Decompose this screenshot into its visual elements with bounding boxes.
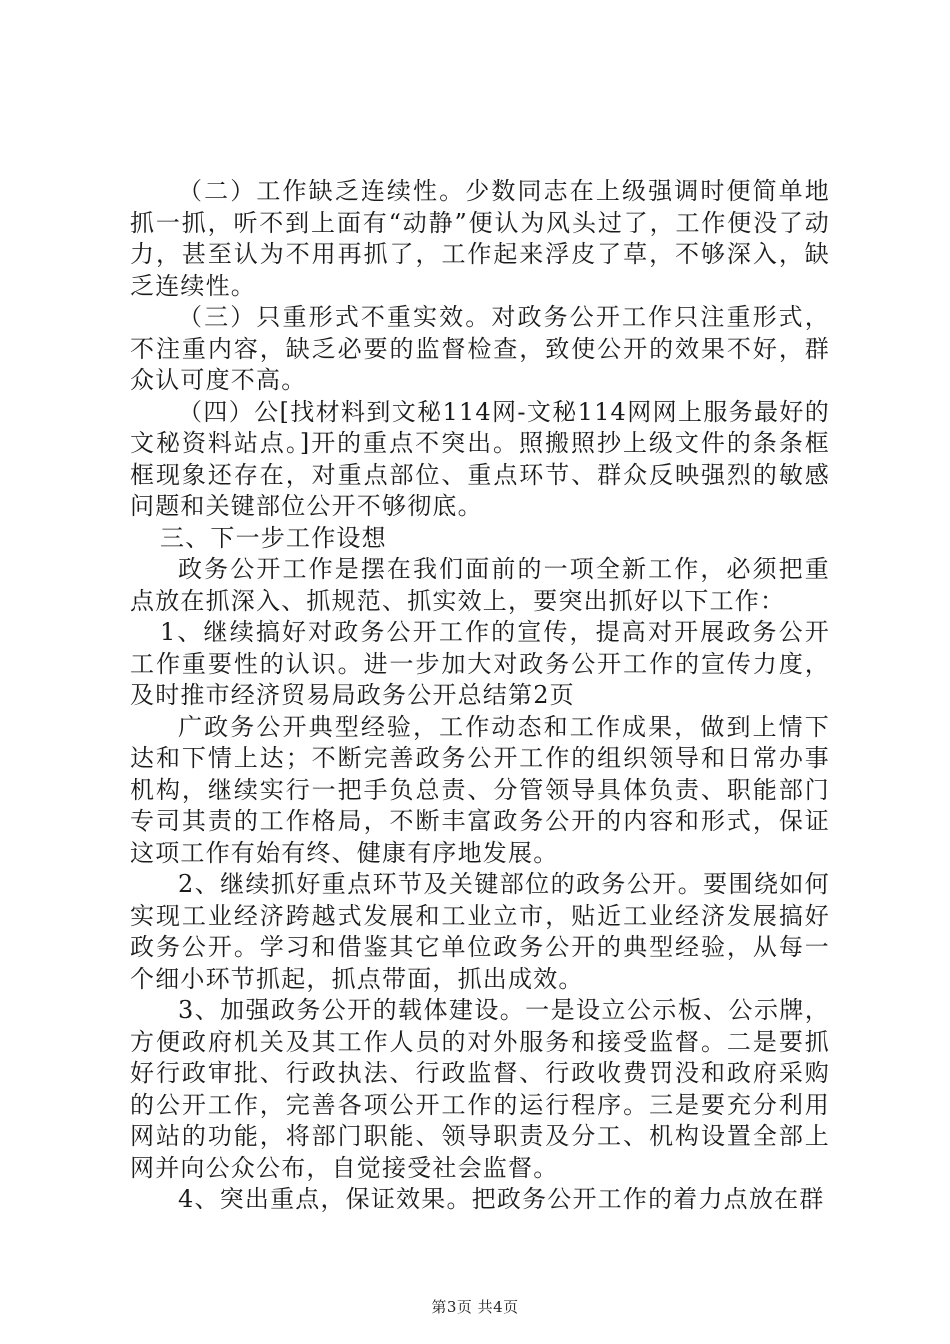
paragraph-item-2: 2、继续抓好重点环节及关键部位的政务公开。要围绕如何实现工业经济跨越式发展和工业立市，贴近工业经济发展搞好政务公开。学习和借鉴其它单位政务公开的典型经验，从每一个细小环节抓起，抓点带面，抓出成效。 bbox=[130, 870, 830, 993]
page-number-footer: 第3页 共4页 bbox=[431, 1298, 519, 1316]
section-heading-next-steps: 三、下一步工作设想 bbox=[160, 523, 387, 552]
paragraph-item-4: 4、突出重点，保证效果。把政务公开工作的着力点放在群 bbox=[178, 1185, 825, 1213]
paragraph-problem-2: （二）工作缺乏连续性。少数同志在上级强调时便简单地抓一抓，听不到上面有“动静”便认为风头过了，工作便没了动力，甚至认为不用再抓了，工作起来浮皮了草，不够深入，缺乏连续性。 bbox=[130, 177, 830, 300]
paragraph-problem-3: （三）只重形式不重实效。对政务公开工作只注重形式，不注重内容，缺乏必要的监督检查，致使公开的效果不好，群众认可度不高。 bbox=[130, 303, 830, 394]
document-body bbox=[130, 176, 830, 1216]
paragraph-item-3: 3、加强政务公开的载体建设。一是设立公示板、公示牌，方便政府机关及其工作人员的对外服务和接受监督。二是要抓好行政审批、行政执法、行政监督、行政收费罚没和政府采购的公开工作，完善各项公开工作的运行程序。三是要充分利用网站的功能，将部门职能、领导职责及分工、机构设置全部上网并向公众公布，自觉接受社会监督。 bbox=[130, 996, 830, 1182]
paragraph-intro: 政务公开工作是摆在我们面前的一项全新工作，必须把重点放在抓深入、抓规范、抓实效上，要突出抓好以下工作： bbox=[130, 555, 830, 615]
paragraph-item-1-continued: 广政务公开典型经验，工作动态和工作成果，做到上情下达和下情上达；不断完善政务公开工作的组织领导和日常办事机构，继续实行一把手负总责、分管领导具体负责、职能部门专司其责的工作格局，不断丰富政务公开的内容和形式，保证这项工作有始有终、健康有序地发展。 bbox=[130, 712, 830, 867]
paragraph-item-1: 1、继续搞好对政务公开工作的宣传，提高对开展政务公开工作重要性的认识。进一步加大对政务公开工作的宣传力度，及时推市经济贸易局政务公开总结第2页 bbox=[130, 618, 830, 709]
paragraph-problem-4: （四）公[找材料到文秘114网-文秘114网网上服务最好的文秘资料站点。]开的重点不突出。照搬照抄上级文件的条条框框现象还存在，对重点部位、重点环节、群众反映强烈的敏感问题和关键部位公开不够彻底。 bbox=[130, 397, 830, 520]
